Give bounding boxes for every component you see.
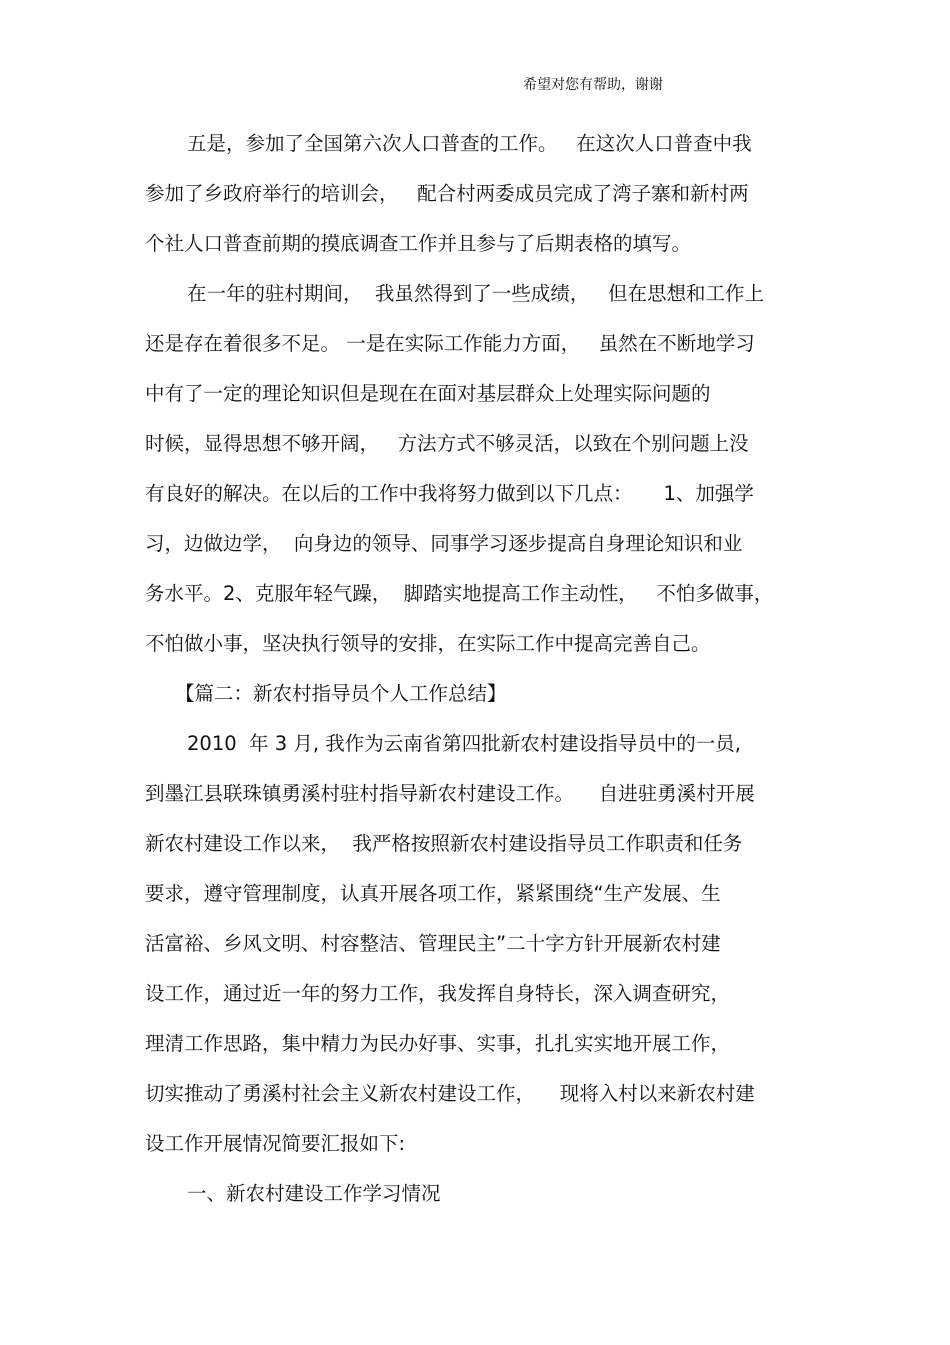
paragraph-line: 理清工作思路，集中精力为民办好事、实事，扎扎实实地开展工作， xyxy=(145,1032,731,1055)
paragraph-line: 个社人口普查前期的摸底调查工作并且参与了后期表格的填写。 xyxy=(145,232,692,255)
paragraph-line: 五是，参加了全国第六次人口普查的工作。 在这次人口普查中我 xyxy=(187,132,752,155)
paragraph-line: 习，边做边学， 向身边的领导、同事学习逐步提高自身理论知识和业 xyxy=(145,532,743,555)
paragraph-line: 务水平。2、克服年轻气躁， 脚踏实地提高工作主动性， 不怕多做事， xyxy=(145,582,774,605)
paragraph-line: 时候，显得思想不够开阔， 方法方式不够灵活，以致在个别问题上没 xyxy=(145,432,749,455)
section-heading: 一、新农村建设工作学习情况 xyxy=(187,1182,441,1205)
paragraph-line: 设工作，通过近一年的努力工作，我发挥自身特长，深入调查研究， xyxy=(145,982,731,1005)
paragraph-line: 活富裕、乡风文明、村容整洁、管理民主”二十字方针开展新农村建 xyxy=(145,932,721,955)
header-note: 希望对您有帮助，谢谢 xyxy=(523,77,663,93)
paragraph-line: 要求，遵守管理制度，认真开展各项工作，紧紧围绕“生产发展、生 xyxy=(145,882,721,905)
paragraph-line: 设工作开展情况简要汇报如下: xyxy=(145,1132,406,1155)
paragraph-line: 切实推动了勇溪村社会主义新农村建设工作， 现将入村以来新农村建 xyxy=(145,1082,755,1105)
paragraph-line: 不怕做小事，坚决执行领导的安排，在实际工作中提高完善自己。 xyxy=(145,632,711,655)
paragraph-line: 中有了一定的理论知识但是现在在面对基层群众上处理实际问题的 xyxy=(145,382,711,405)
paragraph-line: 有良好的解决。在以后的工作中我将努力做到以下几点： 1、加强学 xyxy=(145,482,754,505)
paragraph-line: 还是存在着很多不足。 一是在实际工作能力方面， 虽然在不断地学习 xyxy=(145,332,755,355)
paragraph-line: 新农村建设工作以来， 我严格按照新农村建设指导员工作职责和任务 xyxy=(145,832,743,855)
paragraph-line: 到墨江县联珠镇勇溪村驻村指导新农村建设工作。 自进驻勇溪村开展 xyxy=(145,782,755,805)
paragraph-line: 在一年的驻村期间， 我虽然得到了一些成绩， 但在思想和工作上 xyxy=(187,282,764,305)
section-heading: 【篇二：新农村指导员个人工作总结】 xyxy=(175,682,507,705)
paragraph-line: 参加了乡政府举行的培训会， 配合村两委成员完成了湾子寨和新村两 xyxy=(145,182,749,205)
paragraph-line: 2010 年 3 月, 我作为云南省第四批新农村建设指导员中的一员, xyxy=(187,732,741,755)
